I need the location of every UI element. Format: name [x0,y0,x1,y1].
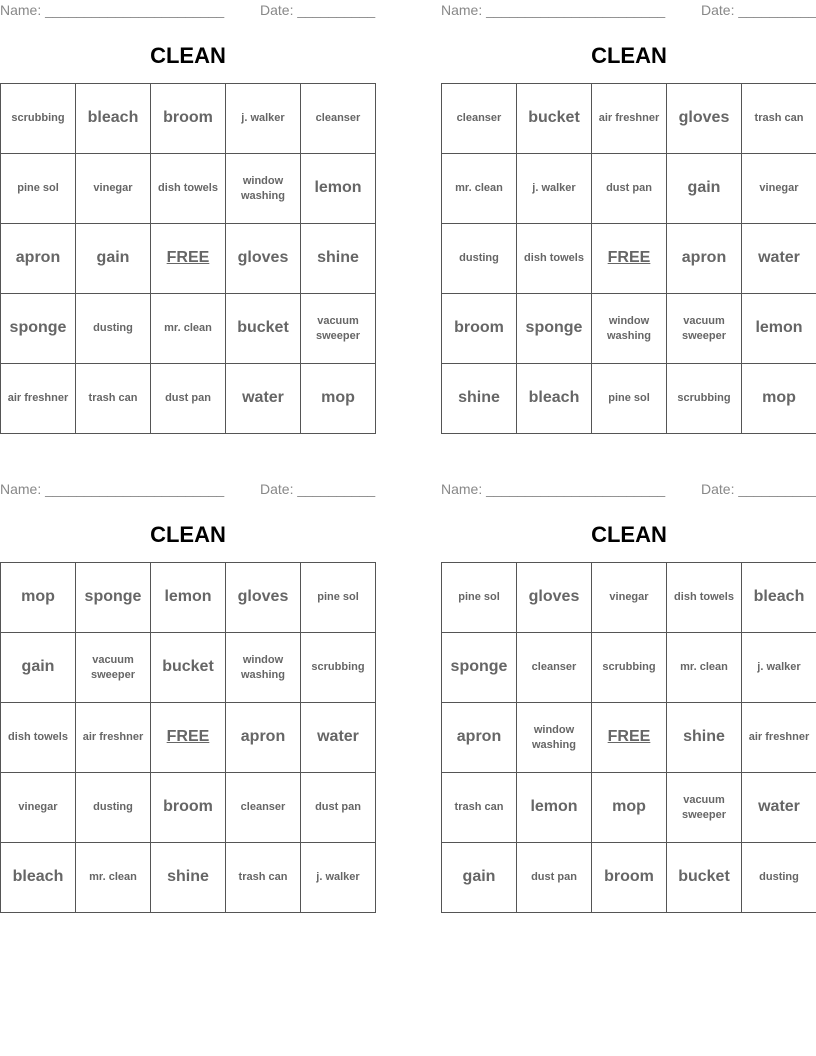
bingo-cell[interactable]: vinegar [1,773,76,843]
grid-row [1,633,376,703]
bingo-cell[interactable]: dusting [76,773,151,843]
bingo-cell[interactable]: dust pan [301,773,376,843]
card-title: CLEAN [591,522,667,547]
bingo-cell[interactable]: air freshner [592,84,667,154]
bingo-cell[interactable]: dust pan [517,843,592,913]
bingo-cell[interactable]: j. walker [226,84,301,154]
bingo-cell[interactable]: gloves [226,224,301,294]
bingo-cell[interactable]: j. walker [301,843,376,913]
grid-row [442,154,816,224]
bingo-cell[interactable]: scrubbing [667,364,742,434]
bingo-cell[interactable]: gloves [517,563,592,633]
bingo-cell[interactable]: bleach [742,563,816,633]
grid-row [442,84,816,154]
bingo-cell[interactable]: bucket [517,84,592,154]
bingo-cell[interactable]: sponge [1,294,76,364]
bingo-cell[interactable]: cleanser [442,84,517,154]
card-title: CLEAN [591,43,667,68]
bingo-cell[interactable]: mop [1,563,76,633]
bingo-cell[interactable]: dish towels [517,224,592,294]
name-field[interactable]: Name: _______________________ [441,2,666,18]
date-field[interactable]: Date: __________ [260,2,376,18]
bingo-cell[interactable]: broom [592,843,667,913]
bingo-cell[interactable]: lemon [301,154,376,224]
bingo-cell[interactable]: gain [667,154,742,224]
bingo-cell[interactable]: mr. clean [667,633,742,703]
bingo-cell[interactable]: dust pan [592,154,667,224]
bingo-cell[interactable]: gain [76,224,151,294]
bingo-cell[interactable]: gain [442,843,517,913]
grid-row [442,703,816,773]
bingo-cell[interactable]: shine [442,364,517,434]
bingo-cell[interactable]: vinegar [592,563,667,633]
grid-row [442,843,816,913]
bingo-cell[interactable]: bucket [226,294,301,364]
bingo-cell[interactable]: apron [667,224,742,294]
bingo-cell[interactable]: water [226,364,301,434]
bingo-cell[interactable]: lemon [742,294,816,364]
grid-row [1,703,376,773]
bingo-cell[interactable]: trash can [226,843,301,913]
bingo-cell[interactable]: scrubbing [592,633,667,703]
bingo-cell[interactable]: pine sol [1,154,76,224]
bingo-cell[interactable]: bleach [517,364,592,434]
grid-row [1,843,376,913]
date-field[interactable]: Date: __________ [260,481,376,497]
bingo-cell[interactable]: trash can [76,364,151,434]
grid-row [1,294,376,364]
bingo-cell[interactable]: lemon [517,773,592,843]
bingo-cell[interactable]: pine sol [301,563,376,633]
free-space-cell[interactable]: FREE [151,703,226,773]
bingo-cell[interactable]: mr. clean [151,294,226,364]
name-field[interactable]: Name: _______________________ [0,481,225,497]
bingo-grid [0,562,376,913]
grid-row [1,154,376,224]
bingo-cell[interactable]: mr. clean [442,154,517,224]
bingo-cell[interactable]: dusting [442,224,517,294]
bingo-cell[interactable]: gloves [667,84,742,154]
bingo-cell[interactable]: cleanser [517,633,592,703]
bingo-cell[interactable]: broom [442,294,517,364]
bingo-cell[interactable]: air freshner [76,703,151,773]
bingo-cell[interactable]: scrubbing [1,84,76,154]
bingo-cell[interactable]: vacuum sweeper [667,294,742,364]
bingo-cell[interactable]: water [742,224,816,294]
bingo-grid [0,83,376,434]
bingo-cell[interactable]: air freshner [742,703,816,773]
grid-row [1,84,376,154]
free-space-cell[interactable]: FREE [151,224,226,294]
grid-row [442,294,816,364]
bingo-cell[interactable]: cleanser [301,84,376,154]
bingo-cell[interactable]: dish towels [667,563,742,633]
bingo-cell[interactable]: bucket [667,843,742,913]
grid-row [442,224,816,294]
bingo-cell[interactable]: vacuum sweeper [301,294,376,364]
bingo-cell[interactable]: bleach [76,84,151,154]
card-title: CLEAN [150,43,226,68]
bingo-grid [441,83,816,434]
bingo-cell[interactable]: air freshner [1,364,76,434]
bingo-cell[interactable]: sponge [76,563,151,633]
grid-row [442,364,816,434]
bingo-cell[interactable]: broom [151,84,226,154]
bingo-cell[interactable]: apron [1,224,76,294]
grid-row [442,633,816,703]
bingo-cell[interactable]: trash can [442,773,517,843]
bingo-cell[interactable]: lemon [151,563,226,633]
bingo-cell[interactable]: window washing [592,294,667,364]
bingo-cell[interactable]: mop [592,773,667,843]
bingo-cell[interactable]: vacuum sweeper [76,633,151,703]
card-header [441,0,816,20]
grid-row [442,563,816,633]
grid-row [1,563,376,633]
bingo-cell[interactable]: mop [742,364,816,434]
bingo-cell[interactable]: cleanser [226,773,301,843]
bingo-cell[interactable]: apron [226,703,301,773]
free-space-cell[interactable]: FREE [592,703,667,773]
bingo-cell[interactable]: shine [301,224,376,294]
bingo-cell[interactable]: window washing [226,154,301,224]
bingo-cell[interactable]: vinegar [742,154,816,224]
bingo-cell[interactable]: sponge [517,294,592,364]
card-header [0,0,376,20]
bingo-cell[interactable]: mop [301,364,376,434]
bingo-cell[interactable]: pine sol [442,563,517,633]
bingo-cell[interactable]: bleach [1,843,76,913]
bingo-cell[interactable]: j. walker [517,154,592,224]
bingo-cell[interactable]: water [742,773,816,843]
name-field[interactable]: Name: _______________________ [0,2,225,18]
bingo-cell[interactable]: dish towels [1,703,76,773]
bingo-cell[interactable]: dusting [76,294,151,364]
bingo-cell[interactable]: pine sol [592,364,667,434]
bingo-cell[interactable]: window washing [226,633,301,703]
bingo-cell[interactable]: mr. clean [76,843,151,913]
bingo-cell[interactable]: trash can [742,84,816,154]
grid-row [1,773,376,843]
date-field[interactable]: Date: __________ [701,2,816,18]
grid-row [442,773,816,843]
card-header [441,479,816,499]
bingo-cell[interactable]: shine [667,703,742,773]
bingo-cell[interactable]: dusting [742,843,816,913]
bingo-cell[interactable]: dish towels [151,154,226,224]
bingo-cell[interactable]: sponge [442,633,517,703]
bingo-cell[interactable]: gloves [226,563,301,633]
bingo-cell[interactable]: vinegar [76,154,151,224]
bingo-cell[interactable]: broom [151,773,226,843]
bingo-cell[interactable]: scrubbing [301,633,376,703]
name-field[interactable]: Name: _______________________ [441,481,666,497]
bingo-cell[interactable]: window washing [517,703,592,773]
card-title: CLEAN [150,522,226,547]
bingo-cell[interactable]: dust pan [151,364,226,434]
bingo-cell[interactable]: gain [1,633,76,703]
bingo-cell[interactable]: shine [151,843,226,913]
bingo-cell[interactable]: bucket [151,633,226,703]
bingo-grid [441,562,816,913]
bingo-cell[interactable]: vacuum sweeper [667,773,742,843]
card-header [0,479,376,499]
grid-row [1,224,376,294]
bingo-cell[interactable]: j. walker [742,633,816,703]
bingo-cell[interactable]: apron [442,703,517,773]
bingo-cell[interactable]: water [301,703,376,773]
date-field[interactable]: Date: __________ [701,481,816,497]
grid-row [1,364,376,434]
free-space-cell[interactable]: FREE [592,224,667,294]
